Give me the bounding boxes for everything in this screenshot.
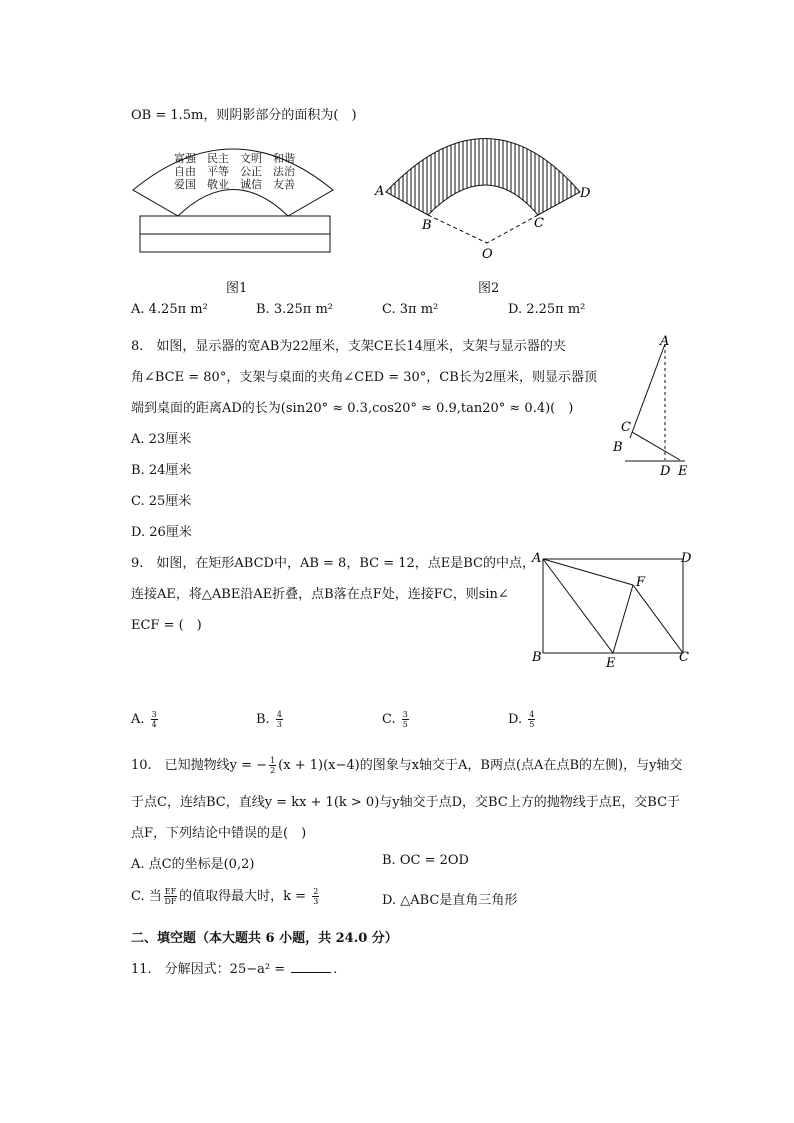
q9-label-a: A bbox=[532, 551, 542, 566]
q8-line3: 端到桌面的距离AD的长为(sin20° ≈ 0.3,cos20° ≈ 0.9,tan20° ≈ 0.4)( ) bbox=[131, 401, 574, 416]
q8-option-a: A. 23厘米 bbox=[131, 432, 192, 447]
fig2-label-c: C bbox=[534, 216, 544, 231]
q8-label-a: A bbox=[660, 334, 670, 349]
q9-label-c: C bbox=[679, 650, 689, 665]
q7-option-c: C. 3π m² bbox=[382, 302, 439, 317]
q9-label-b: B bbox=[532, 650, 542, 665]
q8-option-d: D. 26厘米 bbox=[131, 525, 192, 540]
q7-line: OB = 1.5m，则阴影部分的面积为( ) bbox=[131, 108, 357, 123]
q10-option-b: B. OC = 2OD bbox=[382, 853, 469, 868]
q8-label-c: C bbox=[621, 420, 631, 435]
fig2-label-o: O bbox=[482, 247, 493, 262]
q9-label-e: E bbox=[606, 656, 616, 670]
q9-line2: 连接AE，将△ABE沿AE折叠，点B落在点F处，连接FC，则sin∠ bbox=[131, 587, 509, 602]
q10-line2: 于点C，连结BC，直线y = kx + 1(k > 0)与y轴交于点D，交BC上方的抛物线于点E，交BC于 bbox=[131, 795, 681, 810]
q8-line1: 8. 如图，显示器的宽AB为22厘米，支架CE长14厘米，支架与显示器的夹 bbox=[131, 339, 566, 354]
q10-option-a: A. 点C的坐标是(0,2) bbox=[131, 857, 255, 872]
q8-option-c: C. 25厘米 bbox=[131, 494, 192, 509]
q9-line3: ECF = ( ) bbox=[131, 618, 202, 633]
q7-option-b: B. 3.25π m² bbox=[256, 302, 333, 317]
q10-option-d: D. △ABC是直角三角形 bbox=[382, 893, 518, 908]
q9-option-a: A. $\frac{3}{4}$ bbox=[131, 710, 157, 729]
q10-line1: 10. 已知抛物线y = − $\frac{1}{2}$ (x + 1)(x−4)的图象与x轴交于A，B两点(点A在点B的左侧)，与y轴交 bbox=[131, 756, 683, 775]
q9-option-c: C. $\frac{3}{5}$ bbox=[382, 710, 408, 729]
q8-figure bbox=[605, 330, 700, 480]
q9-option-b: B. $\frac{4}{3}$ bbox=[256, 710, 282, 729]
q11-line: 11. 分解因式：25−a² = . bbox=[131, 962, 338, 977]
q7-option-a: A. 4.25π m² bbox=[131, 302, 208, 317]
section-title: 二、填空题（本大题共 6 小题，共 24.0 分） bbox=[131, 931, 398, 946]
q8-label-e: E bbox=[678, 464, 688, 479]
fig2-label-d: D bbox=[580, 186, 591, 201]
q9-figure bbox=[528, 545, 698, 670]
q9-label-d: D bbox=[681, 551, 692, 566]
fig1-row1: 富强 民主 文明 和谐 bbox=[174, 152, 295, 165]
fig1-row2: 自由 平等 公正 法治 bbox=[174, 165, 295, 178]
fig1-row3: 爱国 敬业 诚信 友善 bbox=[174, 178, 295, 191]
fig2-label-b: B bbox=[422, 218, 432, 233]
q8-label-d: D bbox=[660, 464, 671, 479]
q9-line1: 9. 如图，在矩形ABCD中，AB = 8，BC = 12，点E是BC的中点， bbox=[131, 556, 535, 571]
fig1-caption: 图1 bbox=[226, 281, 248, 296]
q7-option-d: D. 2.25π m² bbox=[508, 302, 586, 317]
fig2-caption: 图2 bbox=[478, 281, 500, 296]
answer-blank[interactable] bbox=[291, 960, 331, 973]
q9-option-d: D. $\frac{4}{5}$ bbox=[508, 710, 535, 729]
q10-option-c: C. 当 $\frac{EF}{DF}$ 的值取得最大时，k = $\frac{2}{3}$ bbox=[131, 887, 319, 906]
fig2-label-a: A bbox=[375, 184, 385, 199]
q7-figure-2 bbox=[370, 125, 600, 265]
q9-label-f: F bbox=[636, 575, 646, 590]
q8-option-b: B. 24厘米 bbox=[131, 463, 192, 478]
q8-label-b: B bbox=[613, 440, 623, 455]
q8-line2: 角∠BCE = 80°，支架与桌面的夹角∠CED = 30°，CB长为2厘米，则显示器顶 bbox=[131, 370, 598, 385]
q10-line3: 点F，下列结论中错误的是( ) bbox=[131, 826, 307, 841]
